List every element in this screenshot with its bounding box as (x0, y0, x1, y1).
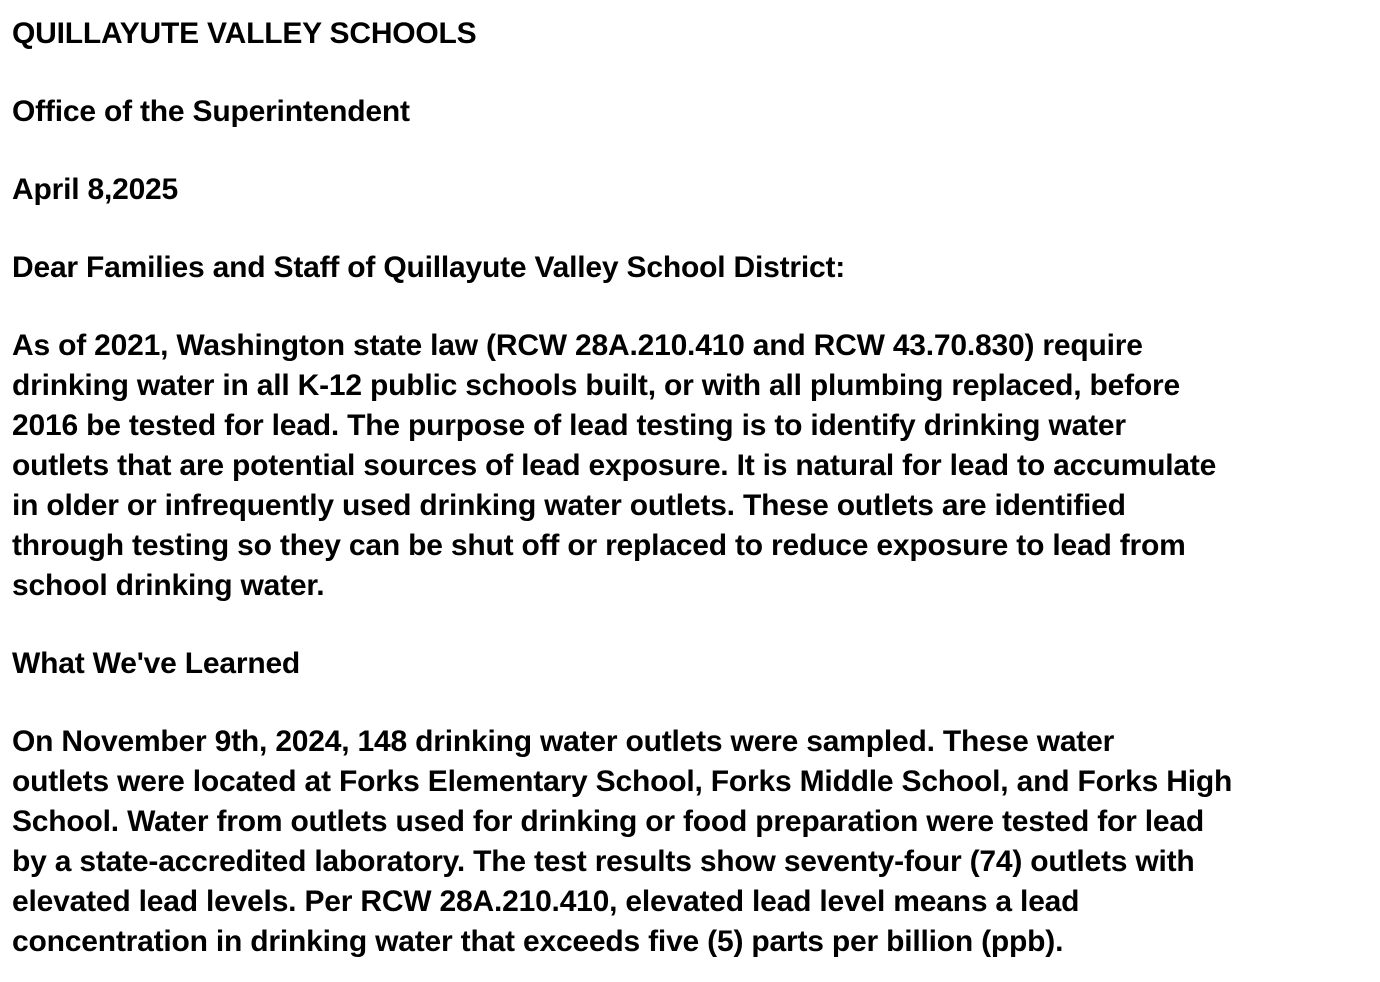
spacer (12, 210, 1352, 248)
paragraph-line: elevated lead levels. Per RCW 28A.210.410, elevated lead level means a lead (12, 885, 1080, 918)
spacer (12, 132, 1352, 170)
paragraph-line: outlets were located at Forks Elementary School, Forks Middle School, and Forks High (12, 765, 1233, 798)
office-title: Office of the Superintendent (12, 95, 410, 128)
paragraph-line: 2016 be tested for lead. The purpose of lead testing is to identify drinking water (12, 409, 1126, 442)
intro-paragraph (12, 326, 1352, 606)
paragraph-line: On November 9th, 2024, 148 drinking water outlets were sampled. These water (12, 725, 1115, 758)
spacer (12, 54, 1352, 92)
letter-date: April 8,2025 (12, 173, 179, 206)
spacer (12, 606, 1352, 644)
spacer (12, 288, 1352, 326)
paragraph-line: school drinking water. (12, 569, 325, 602)
findings-paragraph (12, 722, 1352, 962)
spacer (12, 684, 1352, 722)
paragraph-line: through testing so they can be shut off or replaced to reduce exposure to lead from (12, 529, 1186, 562)
paragraph-line: by a state-accredited laboratory. The test results show seventy-four (74) outlets with (12, 845, 1195, 878)
paragraph-line: concentration in drinking water that exceeds five (5) parts per billion (ppb). (12, 925, 1064, 958)
salutation: Dear Families and Staff of Quillayute Valley School District: (12, 251, 846, 284)
paragraph-line: in older or infrequently used drinking water outlets. These outlets are identified (12, 489, 1126, 522)
paragraph-line: drinking water in all K-12 public schools built, or with all plumbing replaced, before (12, 369, 1180, 402)
paragraph-line: School. Water from outlets used for drinking or food preparation were tested for lead (12, 805, 1205, 838)
district-name: QUILLAYUTE VALLEY SCHOOLS (12, 17, 477, 50)
paragraph-line: outlets that are potential sources of lead exposure. It is natural for lead to accumulate (12, 449, 1217, 482)
paragraph-line: As of 2021, Washington state law (RCW 28A.210.410 and RCW 43.70.830) require (12, 329, 1143, 362)
section-heading: What We've Learned (12, 647, 301, 680)
